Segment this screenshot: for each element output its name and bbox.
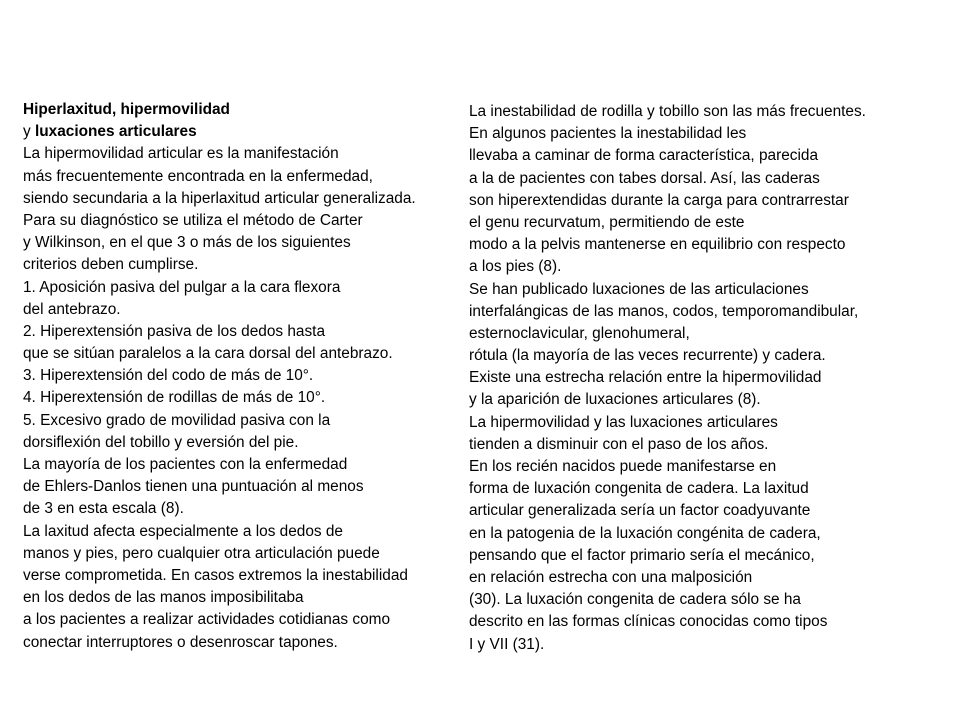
text-line: en relación estrecha con una malposición [469, 568, 753, 586]
text-line: 1. Aposición pasiva del pulgar a la cara flexora [23, 278, 341, 296]
text-line: y Wilkinson, en el que 3 o más de los siguientes [23, 234, 351, 252]
right-text-column [469, 101, 949, 656]
text-line: 2. Hiperextensión pasiva de los dedos hasta [23, 322, 326, 340]
text-line: a la de pacientes con tabes dorsal. Así, las caderas [469, 169, 820, 187]
text-line: articular generalizada sería un factor coadyuvante [469, 502, 811, 520]
text-line: Existe una estrecha relación entre la hipermovilidad [469, 369, 822, 387]
text-line: criterios deben cumplirse. [23, 256, 199, 274]
text-line: La hipermovilidad articular es la manifestación [23, 145, 339, 163]
text-line: En algunos pacientes la inestabilidad les [469, 125, 747, 143]
text-line: del antebrazo. [23, 300, 121, 318]
text-line: siendo secundaria a la hiperlaxitud articular generalizada. [23, 189, 416, 207]
text-line: a los pacientes a realizar actividades cotidianas como [23, 611, 391, 629]
text-line: modo a la pelvis mantenerse en equilibrio con respecto [469, 236, 846, 254]
text-line: dorsiflexión del tobillo y eversión del pie. [23, 433, 299, 451]
text-line: de 3 en esta escala (8). [23, 500, 184, 518]
text-line: más frecuentemente encontrada en la enfermedad, [23, 167, 373, 185]
left-paragraph-lines [23, 143, 468, 653]
text-line: tienden a disminuir con el paso de los años. [469, 435, 769, 453]
text-line: interfalángicas de las manos, codos, temporomandibular, [469, 302, 859, 320]
text-line: son hiperextendidas durante la carga para contrarrestar [469, 191, 849, 209]
text-line: Se han publicado luxaciones de las articulaciones [469, 280, 809, 298]
text-line: el genu recurvatum, permitiendo de este [469, 213, 745, 231]
text-line: verse comprometida. En casos extremos la inestabilidad [23, 566, 408, 584]
text-line: 3. Hiperextensión del codo de más de 10°. [23, 367, 314, 385]
text-line: (30). La luxación congenita de cadera sólo se ha [469, 591, 801, 609]
section-heading-line1: Hiperlaxitud, hipermovilidad [23, 101, 230, 118]
text-line: Para su diagnóstico se utiliza el método de Carter [23, 211, 363, 229]
section-heading-prefix: y [23, 123, 35, 141]
text-line: La laxitud afecta especialmente a los dedos de [23, 522, 343, 540]
text-line: manos y pies, pero cualquier otra articulación puede [23, 544, 380, 562]
section-heading-line2 [23, 121, 468, 143]
text-line: esternoclavicular, glenohumeral, [469, 324, 690, 342]
text-line: en los dedos de las manos imposibilitaba [23, 589, 304, 607]
text-line: a los pies (8). [469, 258, 562, 276]
text-line: 5. Excesivo grado de movilidad pasiva con la [23, 411, 331, 429]
text-line: rótula (la mayoría de las veces recurrente) y cadera. [469, 347, 826, 365]
text-line: y la aparición de luxaciones articulares (8). [469, 391, 761, 409]
text-line: que se sitúan paralelos a la cara dorsal del antebrazo. [23, 345, 393, 363]
text-line: La inestabilidad de rodilla y tobillo son las más frecuentes. [469, 103, 866, 120]
text-line: descrito en las formas clínicas conocidas como tipos [469, 613, 828, 631]
text-line: conectar interruptores o desenroscar tapones. [23, 633, 338, 651]
section-heading-bold: luxaciones articulares [34, 123, 197, 141]
text-line: de Ehlers-Danlos tienen una puntuación al menos [23, 478, 364, 496]
text-line: llevaba a caminar de forma característica, parecida [469, 147, 819, 165]
text-line: I y VII (31). [469, 635, 545, 653]
text-line: pensando que el factor primario sería el mecánico, [469, 546, 815, 564]
text-line: 4. Hiperextensión de rodillas de más de 10°. [23, 389, 326, 407]
text-line: La hipermovilidad y las luxaciones articulares [469, 413, 778, 431]
text-line: En los recién nacidos puede manifestarse en [469, 458, 777, 475]
right-paragraph-lines [469, 101, 949, 656]
text-line: en la patogenia de la luxación congénita de cadera, [469, 524, 821, 542]
text-line: forma de luxación congenita de cadera. La laxitud [469, 480, 809, 498]
left-text-column [23, 99, 468, 654]
text-line: La mayoría de los pacientes con la enfermedad [23, 456, 348, 473]
